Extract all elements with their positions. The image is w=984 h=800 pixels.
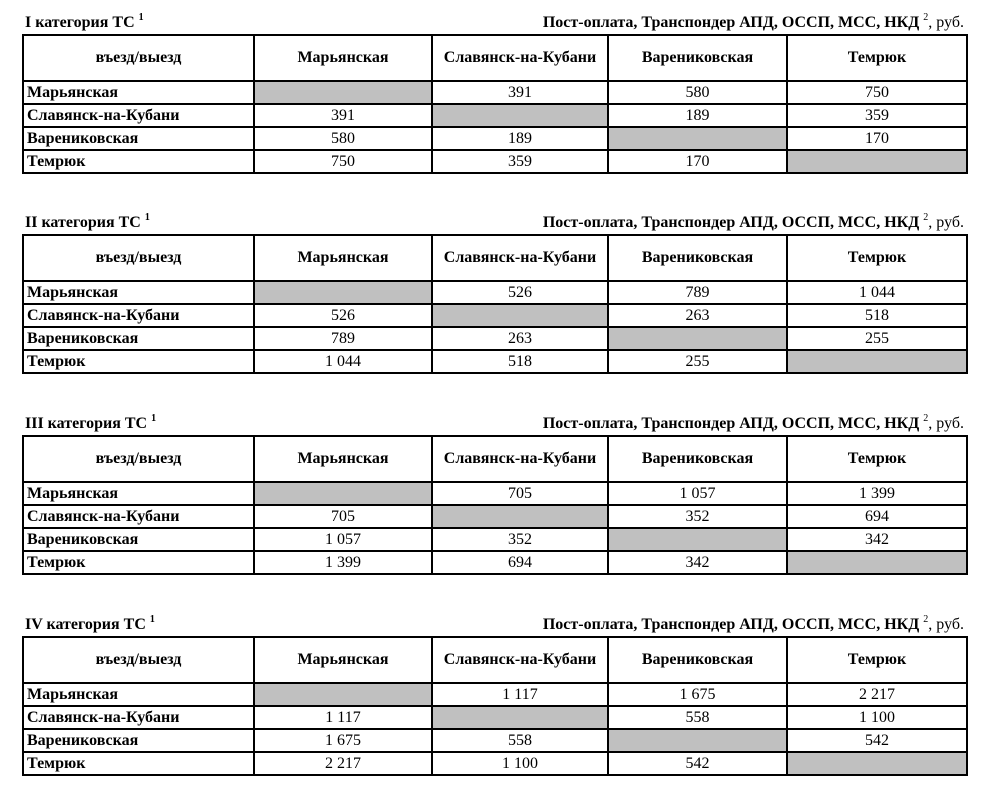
tariff-cell: 391: [432, 81, 608, 104]
table-row: [23, 528, 967, 551]
same-station-cell: [254, 281, 432, 304]
row-label: Славянск-на-Кубани: [23, 104, 254, 127]
row-label: Славянск-на-Кубани: [23, 706, 254, 729]
header-варениковская: Варениковская: [608, 35, 787, 81]
category-footnote: 1: [151, 413, 157, 424]
table-row: [23, 81, 967, 104]
category-label: I категория ТС: [25, 14, 135, 31]
payment-methods-caption: [543, 614, 964, 634]
category-footnote: 1: [138, 12, 144, 23]
tariff-cell: 391: [254, 104, 432, 127]
payment-methods-text: Пост-оплата, Транспондер АПД, ОССП, МСС, НКД: [542, 415, 920, 432]
currency-label: , руб.: [928, 214, 964, 231]
tariff-cell: 1 044: [787, 281, 967, 304]
header-марьянская: Марьянская: [254, 235, 432, 281]
table-row: [23, 304, 967, 327]
same-station-cell: [432, 104, 608, 127]
tariff-cell: 526: [254, 304, 432, 327]
tariff-cell: 1 100: [432, 752, 608, 775]
table-row: [23, 150, 967, 173]
row-label: Марьянская: [23, 683, 254, 706]
table-row: [23, 482, 967, 505]
tariff-table-block: [22, 612, 966, 776]
same-station-cell: [432, 304, 608, 327]
tariff-cell: 342: [608, 551, 787, 574]
category-label: III категория ТС: [25, 415, 148, 432]
payment-methods-text: Пост-оплата, Транспондер АПД, ОССП, МСС, НКД: [542, 616, 920, 633]
same-station-cell: [254, 482, 432, 505]
header-row: [23, 235, 967, 281]
header-марьянская: Марьянская: [254, 637, 432, 683]
row-label: Марьянская: [23, 281, 254, 304]
same-station-cell: [608, 729, 787, 752]
tariff-cell: 1 044: [254, 350, 432, 373]
category-label: II категория ТС: [25, 214, 141, 231]
tariff-cell: 2 217: [787, 683, 967, 706]
row-label: Марьянская: [23, 81, 254, 104]
header-entry-exit: въезд/выезд: [23, 235, 254, 281]
tariff-cell: 1 057: [254, 528, 432, 551]
header-темрюк: Темрюк: [787, 637, 967, 683]
table-row: [23, 551, 967, 574]
header-варениковская: Варениковская: [608, 637, 787, 683]
table-heading: [22, 10, 966, 34]
payment-methods-caption: [543, 212, 964, 232]
tariff-cell: 170: [608, 150, 787, 173]
header-темрюк: Темрюк: [787, 436, 967, 482]
payment-methods-caption: [543, 413, 964, 433]
tariff-cell: 558: [608, 706, 787, 729]
tariff-table: [22, 435, 968, 575]
tariff-cell: 1 100: [787, 706, 967, 729]
table-row: [23, 752, 967, 775]
tariff-cell: 1 675: [254, 729, 432, 752]
tariff-cell: 542: [608, 752, 787, 775]
tariff-cell: 1 117: [432, 683, 608, 706]
tariff-cell: 750: [254, 150, 432, 173]
header-темрюк: Темрюк: [787, 235, 967, 281]
tariff-table: [22, 636, 968, 776]
tariff-table: [22, 234, 968, 374]
tariff-cell: 189: [432, 127, 608, 150]
table-heading: [22, 612, 966, 636]
category-footnote: 1: [144, 212, 150, 223]
currency-label: , руб.: [928, 415, 964, 432]
same-station-cell: [608, 127, 787, 150]
table-row: [23, 505, 967, 528]
table-heading: [22, 210, 966, 234]
tariff-cell: 750: [787, 81, 967, 104]
tariff-table-block: [22, 10, 966, 174]
tariff-cell: 580: [608, 81, 787, 104]
tariff-table-block: [22, 210, 966, 374]
row-label: Темрюк: [23, 150, 254, 173]
tariff-cell: 359: [787, 104, 967, 127]
tariff-cell: 189: [608, 104, 787, 127]
same-station-cell: [432, 706, 608, 729]
same-station-cell: [608, 528, 787, 551]
header-entry-exit: въезд/выезд: [23, 35, 254, 81]
row-label: Темрюк: [23, 350, 254, 373]
vehicle-category-title: [25, 12, 144, 32]
tariff-cell: 518: [787, 304, 967, 327]
tariff-cell: 1 117: [254, 706, 432, 729]
same-station-cell: [608, 327, 787, 350]
vehicle-category-title: [25, 212, 150, 232]
header-марьянская: Марьянская: [254, 436, 432, 482]
header-row: [23, 436, 967, 482]
same-station-cell: [432, 505, 608, 528]
tariff-cell: 263: [608, 304, 787, 327]
tariff-cell: 1 399: [254, 551, 432, 574]
vehicle-category-title: [25, 413, 156, 433]
payment-methods-text: Пост-оплата, Транспондер АПД, ОССП, МСС, НКД: [542, 214, 920, 231]
tariff-cell: 558: [432, 729, 608, 752]
row-label: Славянск-на-Кубани: [23, 505, 254, 528]
table-row: [23, 127, 967, 150]
tariff-table: [22, 34, 968, 174]
header-славянск-на-кубани: Славянск-на-Кубани: [432, 35, 608, 81]
payment-methods-caption: [543, 12, 964, 32]
row-label: Темрюк: [23, 752, 254, 775]
tariff-cell: 789: [254, 327, 432, 350]
header-row: [23, 35, 967, 81]
header-славянск-на-кубани: Славянск-на-Кубани: [432, 235, 608, 281]
payment-footnote: 2: [923, 12, 929, 23]
tariff-cell: 1 057: [608, 482, 787, 505]
tariff-cell: 263: [432, 327, 608, 350]
header-темрюк: Темрюк: [787, 35, 967, 81]
table-row: [23, 104, 967, 127]
row-label: Варениковская: [23, 729, 254, 752]
tariff-cell: 526: [432, 281, 608, 304]
same-station-cell: [254, 683, 432, 706]
header-варениковская: Варениковская: [608, 235, 787, 281]
tariff-table-block: [22, 411, 966, 575]
table-row: [23, 327, 967, 350]
header-row: [23, 637, 967, 683]
tariff-cell: 255: [608, 350, 787, 373]
tariff-cell: 359: [432, 150, 608, 173]
table-row: [23, 729, 967, 752]
tariff-cell: 170: [787, 127, 967, 150]
header-марьянская: Марьянская: [254, 35, 432, 81]
tariff-cell: 694: [787, 505, 967, 528]
tariff-cell: 1 399: [787, 482, 967, 505]
header-славянск-на-кубани: Славянск-на-Кубани: [432, 637, 608, 683]
tariff-cell: 705: [254, 505, 432, 528]
payment-footnote: 2: [923, 413, 929, 424]
tariff-cell: 789: [608, 281, 787, 304]
payment-methods-text: Пост-оплата, Транспондер АПД, ОССП, МСС, НКД: [542, 14, 920, 31]
same-station-cell: [787, 752, 967, 775]
table-row: [23, 350, 967, 373]
table-row: [23, 281, 967, 304]
tariff-cell: 580: [254, 127, 432, 150]
table-row: [23, 683, 967, 706]
tariff-cell: 2 217: [254, 752, 432, 775]
payment-footnote: 2: [923, 212, 929, 223]
tariff-cell: 342: [787, 528, 967, 551]
category-footnote: 1: [149, 614, 155, 625]
tariff-cell: 542: [787, 729, 967, 752]
row-label: Варениковская: [23, 127, 254, 150]
row-label: Варениковская: [23, 327, 254, 350]
tariff-cell: 694: [432, 551, 608, 574]
table-row: [23, 706, 967, 729]
payment-footnote: 2: [923, 614, 929, 625]
header-entry-exit: въезд/выезд: [23, 637, 254, 683]
same-station-cell: [787, 350, 967, 373]
tariff-cell: 352: [608, 505, 787, 528]
tariff-cell: 352: [432, 528, 608, 551]
tariff-cell: 1 675: [608, 683, 787, 706]
header-entry-exit: въезд/выезд: [23, 436, 254, 482]
row-label: Варениковская: [23, 528, 254, 551]
tariff-cell: 255: [787, 327, 967, 350]
row-label: Славянск-на-Кубани: [23, 304, 254, 327]
vehicle-category-title: [25, 614, 155, 634]
header-славянск-на-кубани: Славянск-на-Кубани: [432, 436, 608, 482]
currency-label: , руб.: [928, 616, 964, 633]
header-варениковская: Варениковская: [608, 436, 787, 482]
same-station-cell: [787, 150, 967, 173]
tariff-cell: 705: [432, 482, 608, 505]
category-label: IV категория ТС: [25, 616, 146, 633]
row-label: Темрюк: [23, 551, 254, 574]
table-heading: [22, 411, 966, 435]
currency-label: , руб.: [928, 14, 964, 31]
tariff-cell: 518: [432, 350, 608, 373]
same-station-cell: [254, 81, 432, 104]
row-label: Марьянская: [23, 482, 254, 505]
same-station-cell: [787, 551, 967, 574]
